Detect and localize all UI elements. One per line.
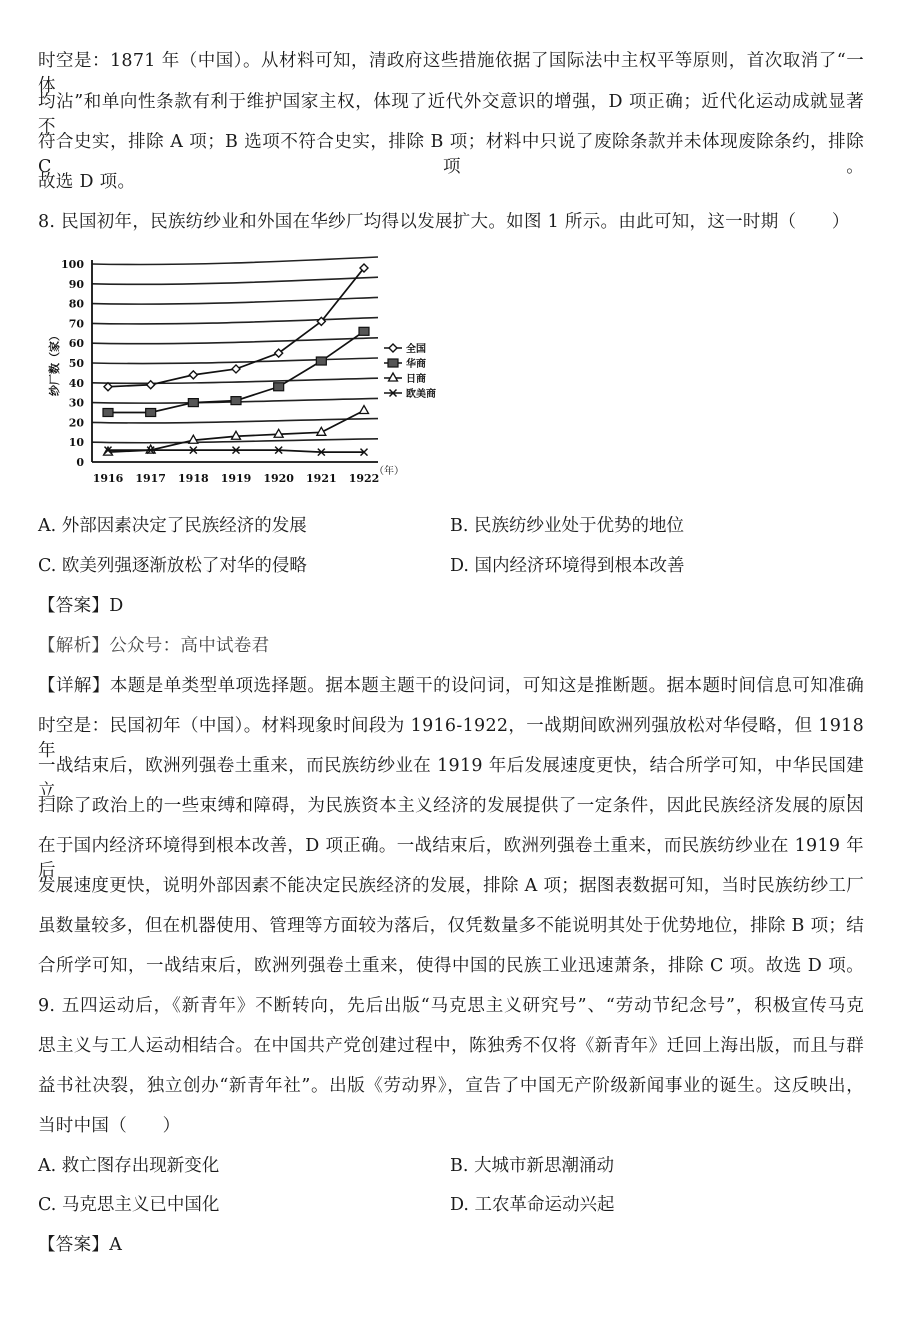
prev-paragraph-line-2: 均沾”和单向性条款有利于维护国家主权，体现了近代外交意识的增强，D 项正确；近代化运动成就显著不 (38, 92, 864, 137)
q8-detail-line-2: 时空是：民国初年（中国）。材料现象时间段为 1916-1922，一战期间欧洲列强放松对华侵略，但 1918 年 (38, 716, 864, 761)
data-point (389, 373, 398, 381)
x-tick-label: 1920 (263, 472, 294, 485)
q9-stem-line-3: 益书社决裂，独立创办“新青年社”。出版《劳动界》，宣告了中国无产阶级新闻事业的诞生。这反映出， (38, 1076, 864, 1096)
q8-detail-line-1: 【详解】本题是单类型单项选择题。据本题主题干的设问词，可知这是推断题。据本题时间信息可知准确 (38, 676, 864, 696)
q8-option-c: C. 欧美列强逐渐放松了对华的侵略 (38, 556, 307, 576)
y-axis-label: 纱厂数（家） (48, 330, 61, 396)
gridline (92, 358, 378, 364)
q8-detail-line-7: 虽数量较多，但在机器使用、管理等方面较为落后，仅凭数量多不能说明其处于优势地位，排除 B 项；结 (38, 916, 864, 936)
x-unit-label: （年） (374, 466, 404, 477)
gridline (92, 338, 378, 344)
q9-option-c: C. 马克思主义已中国化 (38, 1195, 220, 1215)
q9-option-d: D. 工农革命运动兴起 (450, 1195, 615, 1215)
y-tick-label: 80 (68, 297, 84, 311)
y-tick-label: 10 (68, 436, 84, 450)
data-point (104, 383, 112, 391)
legend-label: 欧美商 (406, 389, 436, 400)
q8-option-d: D. 国内经济环境得到根本改善 (450, 556, 685, 576)
q9-stem-line-4: 当时中国（ ） (38, 1116, 181, 1136)
q8-detail-line-8: 合所学可知，一战结束后，欧洲列强卷土重来，使得中国的民族工业迅速萧条，排除 C 项。故选 D 项。 (38, 956, 864, 976)
q8-analysis: 【解析】公众号：高中试卷君 (38, 636, 270, 656)
q8-detail-line-6: 发展速度更快，说明外部因素不能决定民族经济的发展，排除 A 项；据图表数据可知，当时民族纺纱工厂 (38, 876, 864, 896)
y-tick-label: 40 (68, 376, 84, 390)
gridline (92, 318, 378, 324)
prev-paragraph-line-3: 符合史实，排除 A 项；B 选项不符合史实，排除 B 项；材料中只说了废除条款并未体现废除条约，排除 C 项。 (38, 132, 864, 177)
legend-label: 华商 (406, 359, 426, 370)
data-point (360, 406, 369, 414)
x-tick-label: 1916 (92, 472, 124, 485)
data-point (359, 327, 369, 335)
q8-detail-line-5: 在于国内经济环境得到根本改善，D 项正确。一战结束后，欧洲列强卷土重来，而民族纺纱业在 1919 年后 (38, 836, 864, 881)
x-tick-label: 1921 (306, 472, 337, 485)
data-point (189, 371, 197, 379)
q9-answer: 【答案】A (38, 1235, 123, 1255)
q8-stem: 8. 民国初年，民族纺纱业和外国在华纱厂均得以发展扩大。如图 1 所示。由此可知，这一时期（ ） (38, 212, 850, 232)
q8-option-b: B. 民族纺纱业处于优势的地位 (450, 516, 684, 536)
y-tick-label: 20 (68, 416, 84, 430)
y-tick-label: 30 (68, 396, 84, 410)
q9-option-b: B. 大城市新思潮涌动 (450, 1156, 614, 1176)
q8-detail-line-3: 一战结束后，欧洲列强卷土重来，而民族纺纱业在 1919 年后发展速度更快，结合所学可知，中华民国建立， (38, 756, 864, 801)
y-tick-label: 60 (68, 337, 84, 351)
x-tick-label: 1918 (178, 472, 209, 485)
data-point (388, 359, 398, 367)
legend-label: 全国 (406, 344, 426, 355)
y-tick-label: 0 (76, 456, 84, 469)
gridline (92, 277, 378, 284)
gridline (92, 419, 378, 423)
q9-stem-line-2: 思主义与工人运动相结合。在中国共产党创建过程中，陈独秀不仅将《新青年》迁回上海出版，而且与群 (38, 1036, 864, 1056)
x-tick-label: 1919 (220, 472, 252, 485)
q8-detail-line-4: 扫除了政治上的一些束缚和障碍，为民族资本主义经济的发展提供了一定条件，因此民族经济发展的原因 (38, 796, 864, 816)
y-tick-label: 50 (68, 357, 84, 370)
data-point (232, 365, 240, 373)
data-point (316, 357, 326, 365)
data-point (231, 397, 241, 405)
y-tick-label: 90 (68, 277, 84, 291)
data-point (103, 409, 113, 417)
gridline (92, 378, 378, 383)
y-tick-label: 70 (68, 317, 84, 331)
q9-stem-line-1: 9. 五四运动后，《新青年》不断转向，先后出版“马克思主义研究号”、“劳动节纪念号”，积极宣传马克 (38, 996, 864, 1016)
y-tick-label: 100 (61, 258, 84, 271)
chart-grid (92, 257, 378, 443)
prev-paragraph-line-1: 时空是：1871 年（中国）。从材料可知，清政府这些措施依据了国际法中主权平等原则，首次取消了“一体 (38, 51, 864, 96)
data-point (146, 409, 156, 417)
data-point (389, 344, 397, 352)
q9-option-a: A. 救亡图存出现新变化 (38, 1156, 220, 1176)
gridline (92, 257, 378, 265)
q8-answer: 【答案】D (38, 596, 124, 616)
q8-option-a: A. 外部因素决定了民族经济的发展 (38, 516, 307, 536)
data-point (232, 431, 241, 439)
data-point (147, 381, 155, 389)
data-point (188, 399, 198, 407)
legend-label: 日商 (406, 374, 426, 385)
data-point (274, 429, 283, 437)
q8-chart (46, 252, 436, 492)
x-tick-label: 1917 (135, 472, 166, 485)
prev-paragraph-line-4: 故选 D 项。 (38, 172, 136, 192)
chart-legend (384, 342, 436, 400)
x-tick-label: 1922 (348, 472, 380, 485)
data-point (274, 383, 284, 391)
